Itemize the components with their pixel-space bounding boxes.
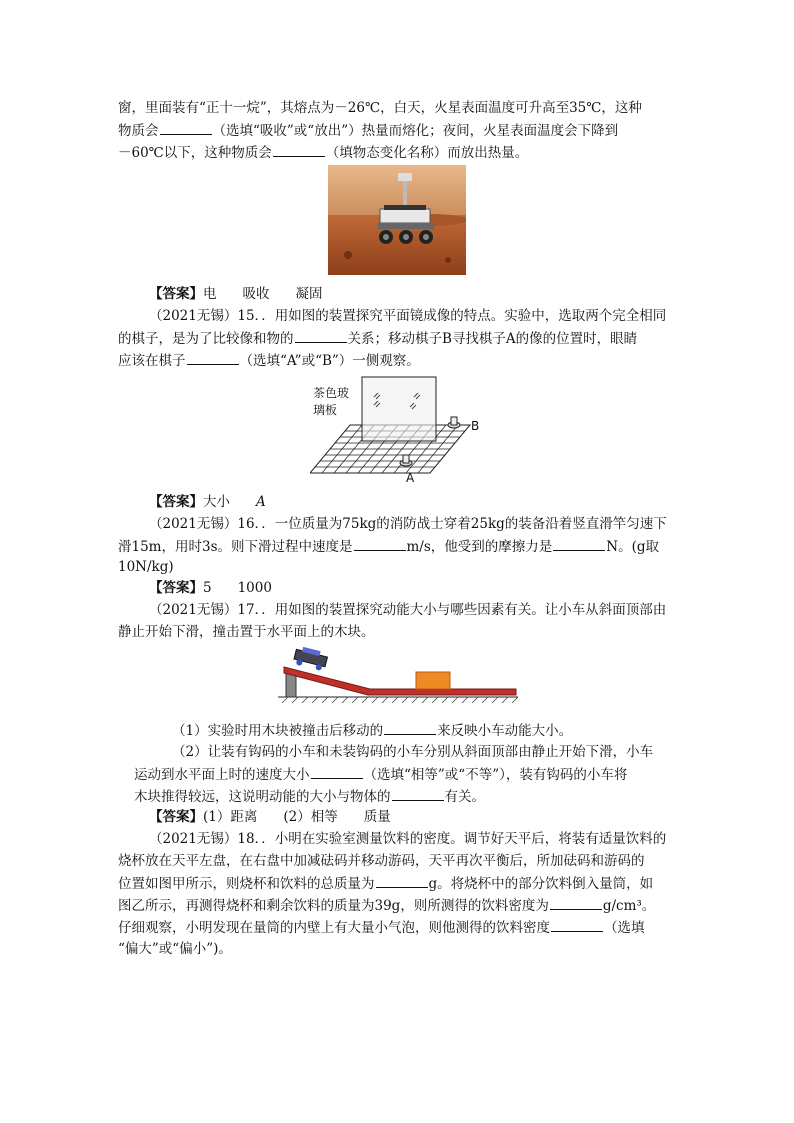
answer-blank[interactable]	[187, 350, 239, 365]
answer-blank[interactable]	[384, 720, 436, 735]
text: （填物态变化名称）而放出热量。	[325, 145, 529, 161]
ramp-cart-figure	[278, 645, 518, 705]
text: N。(g取	[606, 539, 660, 555]
text: 图乙所示，再测得烧杯和剩余饮料的质量为39g，则所测得的饮料密度为	[118, 898, 549, 914]
q17-sub2-line2	[134, 764, 627, 785]
answer-value: 5	[203, 580, 212, 596]
point-a-label: A	[406, 471, 415, 485]
mirror-label	[313, 385, 349, 419]
q14-line1: 窗，里面装有“正十一烷”，其熔点为－26℃，白天，火星表面温度可升高至35℃，这种	[118, 100, 642, 116]
answer-label: 【答案】	[149, 494, 203, 510]
text: 滑15m，用时3s。则下滑过程中速度是	[118, 539, 353, 555]
answer-value: (2）相等	[283, 809, 338, 825]
answer-blank[interactable]	[311, 764, 363, 779]
answer-value: 1000	[237, 580, 272, 596]
q14-line3	[118, 142, 528, 163]
q15-line1: （2021无锡）15．．用如图的装置探究平面镜成像的特点。实验中，选取两个完全相同	[149, 308, 667, 324]
q16-line3: 10N/kg)	[118, 559, 174, 575]
label-line: 茶色玻	[313, 386, 350, 400]
q18-line6: “偏大”或“偏小”)。	[118, 941, 232, 957]
q18-line1: （2021无锡）18．．小明在实验室测量饮料的密度。调节好天平后，将装有适量饮料的	[149, 831, 667, 847]
text: （1）实验时用木块被撞击后移动的	[172, 723, 384, 739]
text: （选填“吸收”或“放出”）热量而熔化；夜间，火星表面温度会下降到	[212, 123, 619, 139]
answer-blank[interactable]	[160, 120, 212, 135]
text: 关系；移动棋子B寻找棋子A的像的位置时，眼睛	[347, 331, 638, 347]
q16-line1: （2021无锡）16．．一位质量为75kg的消防战士穿着25kg的装备沿着竖直滑竿匀速下	[149, 516, 667, 532]
answer-blank[interactable]	[295, 328, 347, 343]
q17-sub2-line1: （2）让装有钩码的小车和未装钩码的小车分别从斜面顶部由静止开始下滑，小车	[172, 744, 654, 760]
answer-value: 质量	[363, 809, 391, 825]
text: m/s，他受到的摩擦力是	[406, 539, 553, 555]
text: 的棋子，是为了比较像和物的	[118, 331, 294, 347]
q17-line1: （2021无锡）17．．用如图的装置探究动能大小与哪些因素有关。让小车从斜面顶部由	[149, 602, 667, 618]
answer-14	[149, 284, 323, 304]
q15-line2	[118, 328, 637, 349]
text: 仔细观察，小明发现在量筒的内壁上有大量小气泡，则他测得的饮料密度	[118, 920, 550, 936]
answer-value: (1）距离	[203, 809, 258, 825]
text: 应该在棋子	[118, 353, 186, 369]
answer-label: 【答案】	[149, 580, 203, 596]
q16-line2	[118, 536, 659, 557]
text: 物质会	[118, 123, 159, 139]
answer-blank[interactable]	[550, 895, 602, 910]
text: 位置如图甲所示，则烧杯和饮料的总质量为	[118, 876, 375, 892]
text: 木块推得较远，这说明动能的大小与物体的	[134, 789, 391, 805]
text: －60℃以下，这种物质会	[118, 145, 272, 161]
point-b-label: B	[471, 419, 480, 433]
q18-line4	[118, 895, 655, 916]
answer-label: 【答案】	[149, 809, 203, 825]
answer-value: 凝固	[295, 286, 323, 302]
answer-value: A	[256, 494, 266, 510]
answer-value: 大小	[203, 494, 230, 510]
answer-blank[interactable]	[553, 536, 605, 551]
answer-label: 【答案】	[149, 286, 203, 302]
q14-line2	[118, 120, 618, 141]
q18-line2: 烧杯放在天平左盘，在右盘中加减砝码并移动游码，天平再次平衡后，所加砝码和游码的	[118, 853, 645, 869]
text: g。将烧杯中的部分饮料倒入量筒，如	[428, 876, 654, 892]
text: 运动到水平面上时的速度大小	[134, 767, 310, 783]
text: g/cm³。	[602, 898, 656, 914]
answer-17	[149, 807, 391, 827]
text: （选填“A”或“B”）一侧观察。	[239, 353, 420, 369]
q17-line2: 静止开始下滑，撞击置于水平面上的木块。	[118, 624, 375, 640]
q18-line5	[118, 917, 645, 938]
answer-blank[interactable]	[354, 536, 406, 551]
text: （选填“相等”或“不等”），装有钩码的小车将	[363, 767, 628, 783]
answer-blank[interactable]	[273, 142, 325, 157]
answer-blank[interactable]	[551, 917, 603, 932]
answer-value: 吸收	[242, 286, 270, 302]
answer-value: 电	[203, 286, 217, 302]
answer-blank[interactable]	[376, 873, 428, 888]
text: 来反映小车动能大小。	[437, 723, 573, 739]
text: （选填	[604, 920, 645, 936]
q18-line3	[118, 873, 653, 894]
q15-line3	[118, 350, 420, 371]
answer-16	[149, 578, 272, 598]
text: 有关。	[444, 789, 485, 805]
answer-15	[149, 492, 266, 512]
label-line: 璃板	[313, 403, 338, 417]
mars-rover-image	[328, 165, 466, 275]
answer-blank[interactable]	[392, 786, 444, 801]
q17-sub1	[172, 720, 572, 741]
q17-sub2-line3	[134, 786, 485, 807]
